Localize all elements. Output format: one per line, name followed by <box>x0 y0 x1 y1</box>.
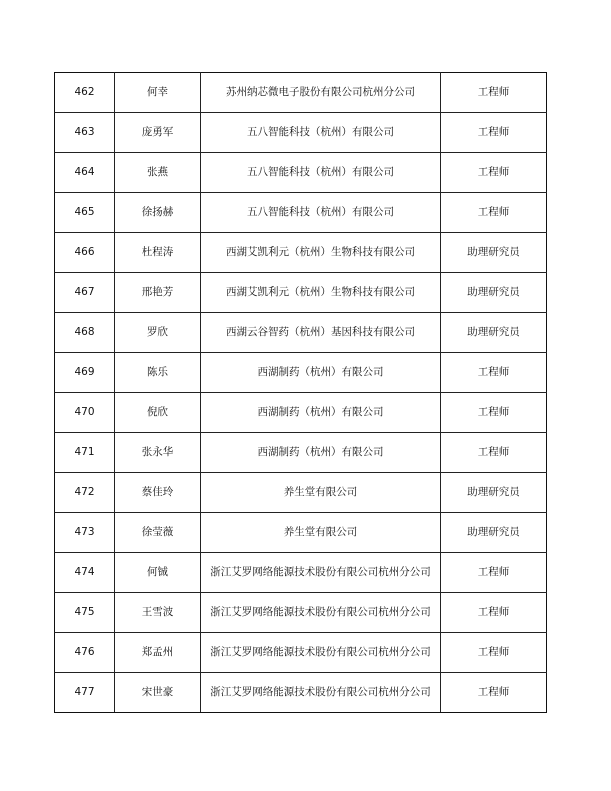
cell-company: 西湖艾凯利元（杭州）生物科技有限公司 <box>201 273 441 313</box>
cell-title: 助理研究员 <box>441 233 547 273</box>
cell-title: 工程师 <box>441 393 547 433</box>
cell-name: 王雪波 <box>115 593 201 633</box>
table-row <box>55 113 547 153</box>
table-row <box>55 273 547 313</box>
cell-number: 469 <box>55 353 115 393</box>
cell-number: 476 <box>55 633 115 673</box>
cell-company: 西湖制药（杭州）有限公司 <box>201 353 441 393</box>
cell-name: 陈乐 <box>115 353 201 393</box>
table-row <box>55 553 547 593</box>
cell-title: 工程师 <box>441 673 547 713</box>
cell-title: 工程师 <box>441 353 547 393</box>
table-row <box>55 473 547 513</box>
cell-name: 庞勇军 <box>115 113 201 153</box>
cell-title: 助理研究员 <box>441 273 547 313</box>
cell-company: 浙江艾罗网络能源技术股份有限公司杭州分公司 <box>201 673 441 713</box>
cell-number: 468 <box>55 313 115 353</box>
cell-title: 工程师 <box>441 113 547 153</box>
cell-title: 工程师 <box>441 73 547 113</box>
cell-number: 464 <box>55 153 115 193</box>
cell-title: 工程师 <box>441 593 547 633</box>
table-row <box>55 393 547 433</box>
roster-table <box>54 72 547 713</box>
table-row <box>55 233 547 273</box>
cell-company: 五八智能科技（杭州）有限公司 <box>201 193 441 233</box>
cell-number: 466 <box>55 233 115 273</box>
table-row <box>55 513 547 553</box>
table-row <box>55 633 547 673</box>
cell-number: 475 <box>55 593 115 633</box>
cell-title: 工程师 <box>441 153 547 193</box>
cell-title: 工程师 <box>441 193 547 233</box>
cell-company: 西湖制药（杭州）有限公司 <box>201 393 441 433</box>
cell-number: 467 <box>55 273 115 313</box>
cell-company: 养生堂有限公司 <box>201 513 441 553</box>
cell-company: 浙江艾罗网络能源技术股份有限公司杭州分公司 <box>201 593 441 633</box>
cell-title: 工程师 <box>441 553 547 593</box>
cell-company: 五八智能科技（杭州）有限公司 <box>201 113 441 153</box>
cell-company: 西湖制药（杭州）有限公司 <box>201 433 441 473</box>
cell-company: 五八智能科技（杭州）有限公司 <box>201 153 441 193</box>
cell-number: 474 <box>55 553 115 593</box>
table-row <box>55 433 547 473</box>
cell-number: 470 <box>55 393 115 433</box>
cell-title: 助理研究员 <box>441 313 547 353</box>
table-row <box>55 673 547 713</box>
cell-company: 浙江艾罗网络能源技术股份有限公司杭州分公司 <box>201 633 441 673</box>
cell-title: 工程师 <box>441 633 547 673</box>
cell-number: 463 <box>55 113 115 153</box>
cell-name: 邢艳芳 <box>115 273 201 313</box>
cell-name: 郑孟州 <box>115 633 201 673</box>
cell-number: 472 <box>55 473 115 513</box>
cell-title: 助理研究员 <box>441 473 547 513</box>
cell-number: 473 <box>55 513 115 553</box>
cell-company: 西湖云谷智药（杭州）基因科技有限公司 <box>201 313 441 353</box>
cell-company: 西湖艾凯利元（杭州）生物科技有限公司 <box>201 233 441 273</box>
cell-name: 杜程涛 <box>115 233 201 273</box>
cell-name: 何铖 <box>115 553 201 593</box>
cell-name: 张燕 <box>115 153 201 193</box>
cell-title: 工程师 <box>441 433 547 473</box>
cell-company: 浙江艾罗网络能源技术股份有限公司杭州分公司 <box>201 553 441 593</box>
cell-company: 养生堂有限公司 <box>201 473 441 513</box>
cell-name: 徐莹薇 <box>115 513 201 553</box>
table-row <box>55 313 547 353</box>
cell-name: 罗欣 <box>115 313 201 353</box>
cell-number: 471 <box>55 433 115 473</box>
roster-body <box>55 73 547 713</box>
cell-name: 何幸 <box>115 73 201 113</box>
cell-name: 蔡佳玲 <box>115 473 201 513</box>
table-row <box>55 593 547 633</box>
cell-number: 465 <box>55 193 115 233</box>
cell-number: 477 <box>55 673 115 713</box>
table-row <box>55 73 547 113</box>
cell-name: 徐扬赫 <box>115 193 201 233</box>
table-row <box>55 153 547 193</box>
cell-name: 倪欣 <box>115 393 201 433</box>
cell-name: 宋世豪 <box>115 673 201 713</box>
table-row <box>55 353 547 393</box>
cell-title: 助理研究员 <box>441 513 547 553</box>
cell-name: 张永华 <box>115 433 201 473</box>
cell-number: 462 <box>55 73 115 113</box>
cell-company: 苏州纳芯微电子股份有限公司杭州分公司 <box>201 73 441 113</box>
table-row <box>55 193 547 233</box>
